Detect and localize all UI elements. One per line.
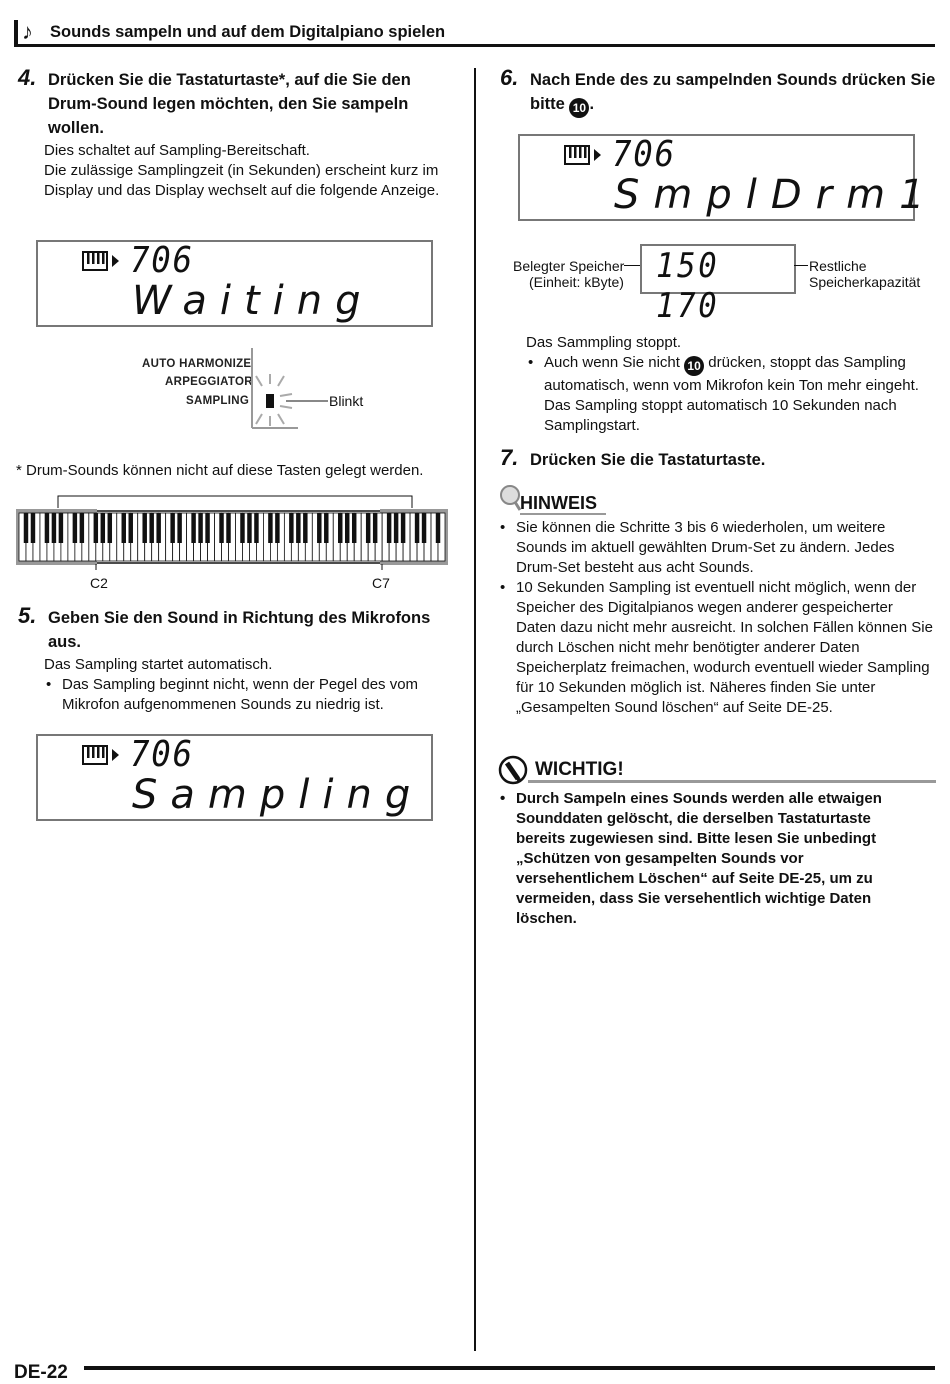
black-key xyxy=(366,513,370,543)
keyboard-icon xyxy=(82,251,108,271)
black-key xyxy=(324,513,328,543)
blink-indicator-icon xyxy=(248,346,328,430)
footnote: * Drum-Sounds können nicht auf diese Tasten gelegt werden. xyxy=(16,462,424,479)
black-key xyxy=(317,513,321,543)
step-5 xyxy=(18,603,458,654)
warning-icon xyxy=(498,755,528,785)
black-key xyxy=(205,513,209,543)
hinweis-item: • Sie können die Schritte 3 bis 6 wiederholen, um weitere Sounds im aktuell gewählten Drum-Set zu ändern. Jedes Drum-Set besteht aus acht Sounds. xyxy=(498,518,936,578)
black-key xyxy=(101,513,105,543)
memory-display xyxy=(640,244,796,326)
lcd-number: 706 xyxy=(130,734,194,775)
step-6 xyxy=(500,65,940,118)
black-key xyxy=(129,513,133,543)
mem-used-label: Belegter Speicher xyxy=(513,258,625,274)
label-blinkt: Blinkt xyxy=(329,393,364,409)
hinweis-item: • 10 Sekunden Sampling ist eventuell nicht möglich, wenn der Speicher des Digitalpianos wegen anderer gespeicherter Daten dazu nicht mehr ausreicht. In solchen Fällen können Sie durch Löschen nicht mehr benötigter anderer Daten Speicherplatz freimachen, wodurch eventuell wieder Sampling für 10 Sekunden möglich ist. Näheres finden Sie unter „Gesampelten Sound löschen“ auf Seite DE-25. xyxy=(498,578,936,718)
black-key xyxy=(191,513,195,543)
black-key xyxy=(59,513,63,543)
arrow-right-icon xyxy=(112,255,119,267)
black-key xyxy=(31,513,35,543)
music-note-icon: ♪ xyxy=(22,19,33,44)
lcd-display-waiting xyxy=(36,240,433,327)
mem-unit-label: (Einheit: kByte) xyxy=(529,274,624,290)
black-key xyxy=(52,513,56,543)
black-key xyxy=(24,513,28,543)
bullet-text: Auch wenn Sie nicht xyxy=(544,354,680,371)
black-key xyxy=(289,513,293,543)
black-key xyxy=(170,513,174,543)
black-key xyxy=(219,513,223,543)
lcd-number: 706 xyxy=(612,134,676,175)
bullet-item: • Das Sampling beginnt nicht, wenn der Pegel des vom Mikrofon aufgenommenen Sounds zu niedrig ist. xyxy=(44,675,456,715)
black-key xyxy=(240,513,244,543)
label-sampling: SAMPLING xyxy=(186,395,250,407)
keyboard-label-c7: C7 xyxy=(372,575,390,591)
label-auto-harmonize: AUTO HARMONIZE xyxy=(142,358,252,370)
step-title-end: . xyxy=(589,95,595,113)
lcd-text: Waiting xyxy=(132,278,374,324)
arrow-right-icon xyxy=(112,749,119,761)
black-key xyxy=(415,513,419,543)
hinweis-heading: HINWEIS xyxy=(520,493,598,513)
black-key xyxy=(373,513,377,543)
lcd-number: 706 xyxy=(130,240,194,281)
body-text: Das Sampling startet automatisch. xyxy=(44,656,273,673)
page-number: DE-22 xyxy=(14,1362,68,1383)
step-number: 6. xyxy=(500,65,519,90)
header-title: Sounds sampeln und auf dem Digitalpiano spielen xyxy=(50,23,446,41)
black-key xyxy=(247,513,251,543)
step-title: Drücken Sie die Tastaturtaste*, auf die Sie den Drum-Sound legen möchten, den Sie sampeln wollen. xyxy=(48,71,411,137)
step-6-body xyxy=(526,333,936,436)
header-marker xyxy=(14,20,18,46)
lcd-text: SmplDrm1 xyxy=(614,172,939,218)
step-number: 5. xyxy=(18,603,37,628)
black-key xyxy=(345,513,349,543)
label-arpeggiator: ARPEGGIATOR xyxy=(165,376,253,388)
black-key xyxy=(401,513,405,543)
black-key xyxy=(80,513,84,543)
black-key xyxy=(142,513,146,543)
black-key xyxy=(296,513,300,543)
keyboard-icon xyxy=(564,145,590,165)
wichtig-list xyxy=(498,789,918,929)
lcd-display-smpldrm xyxy=(518,134,939,221)
black-key xyxy=(254,513,258,543)
bullet-text: drücken, stoppt das Sampling automatisch, wenn vom Mikrofon kein Ton mehr eingeht. Das Sampling stoppt automatisch 10 Sekunden nach Samplingstart. xyxy=(544,354,919,434)
black-key xyxy=(226,513,230,543)
black-key xyxy=(108,513,112,543)
keyboard-icon xyxy=(82,745,108,765)
step-title-text: Nach Ende des zu sampelnden Sounds drücken Sie bitte xyxy=(530,71,936,113)
button-10-icon: 10 xyxy=(569,98,589,118)
black-key xyxy=(338,513,342,543)
black-key xyxy=(149,513,153,543)
lcd-text: Sampling xyxy=(132,772,424,818)
black-key xyxy=(122,513,126,543)
arrow-right-icon xyxy=(594,149,601,161)
black-key xyxy=(45,513,49,543)
step-4-body xyxy=(44,141,454,201)
black-key xyxy=(73,513,77,543)
black-key xyxy=(177,513,181,543)
hinweis-underline xyxy=(520,513,606,515)
black-key xyxy=(156,513,160,543)
mem-free-label-2: Speicherkapazität xyxy=(809,274,921,290)
column-divider xyxy=(474,68,476,1351)
hinweis-list xyxy=(498,518,936,718)
black-key xyxy=(394,513,398,543)
step-4 xyxy=(18,65,458,140)
black-key xyxy=(94,513,98,543)
black-key xyxy=(436,513,440,543)
black-key xyxy=(387,513,391,543)
black-key xyxy=(352,513,356,543)
lcd-display-sampling xyxy=(36,734,433,821)
page-header xyxy=(14,20,935,47)
bullet-item xyxy=(526,353,936,436)
button-10-icon: 10 xyxy=(684,356,704,376)
step-7 xyxy=(500,445,940,472)
wichtig-heading: WICHTIG! xyxy=(535,759,624,780)
body-text: Dies schaltet auf Sampling-Bereitschaft. xyxy=(44,142,310,159)
wichtig-item: • Durch Sampeln eines Sounds werden alle etwaigen Sounddaten gelöscht, die derselben Tastaturtaste bereits zugewiesen sind. Bitte lesen Sie unbedingt „Schützen von gesampelten Sounds vor versehentlichem Löschen“ auf Seite DE-25, um zu vermeiden, dass Sie versehentlich wichtige Daten löschen. xyxy=(498,789,918,929)
wichtig-underline xyxy=(528,780,936,783)
step-number: 7. xyxy=(500,445,519,470)
step-title: Geben Sie den Sound in Richtung des Mikrofons aus. xyxy=(48,609,431,651)
keyboard-diagram xyxy=(16,484,450,570)
memory-values: 150 170 xyxy=(656,246,720,326)
step-title xyxy=(500,65,940,118)
mem-free-label-1: Restliche xyxy=(809,258,867,274)
body-text: Das Sammpling stoppt. xyxy=(526,334,682,351)
black-key xyxy=(303,513,307,543)
magnifier-icon xyxy=(498,484,522,512)
step-5-body xyxy=(44,655,456,715)
black-key xyxy=(268,513,272,543)
body-text: Die zulässige Samplingzeit (in Sekunden) erscheint kurz im Display und das Display wechselt auf die folgende Anzeige. xyxy=(44,162,440,199)
step-title: Drücken Sie die Tastaturtaste. xyxy=(530,451,766,469)
leader-line xyxy=(624,265,640,266)
keyboard-label-c2: C2 xyxy=(90,575,108,591)
black-key xyxy=(198,513,202,543)
black-key xyxy=(422,513,426,543)
step-number: 4. xyxy=(18,65,37,90)
black-key xyxy=(275,513,279,543)
footer-line xyxy=(84,1366,935,1370)
leader-line xyxy=(794,265,808,266)
